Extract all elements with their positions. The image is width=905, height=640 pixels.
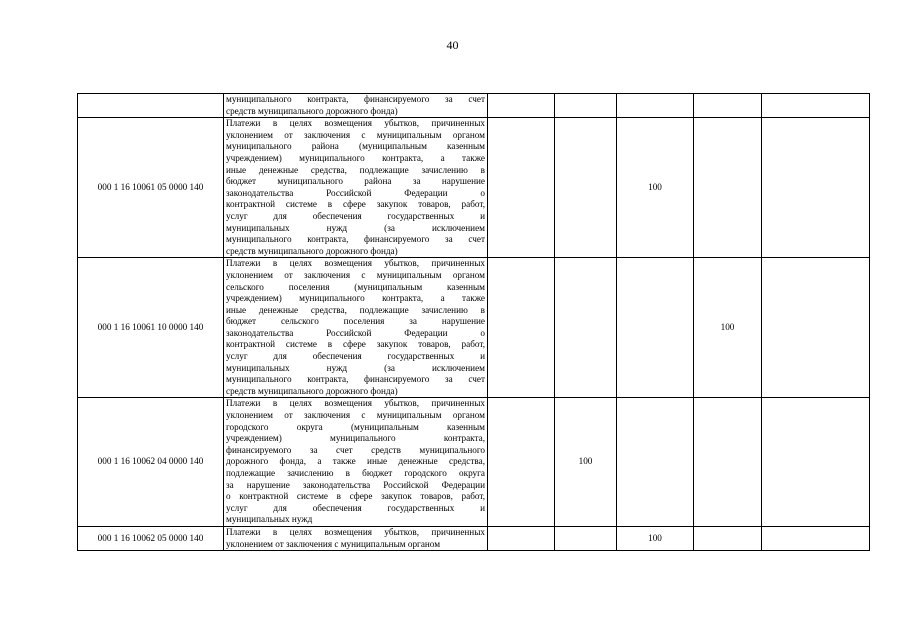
distribution-value-cell: [488, 118, 555, 258]
distribution-value-cell: [555, 526, 617, 550]
revenue-name-line: муниципального района (муниципальным казенным: [226, 141, 485, 152]
budget-code-cell: [78, 94, 224, 118]
budget-code-cell: 000 1 16 10062 05 0000 140: [78, 526, 224, 550]
revenue-name-line: контрактной системе в сфере закупок товаров, работ,: [226, 339, 485, 350]
revenue-name-line: услуг для обеспечения государственных и: [226, 502, 485, 513]
revenue-name-line: законодательства Российской Федерации о: [226, 327, 485, 338]
revenue-name-line: Платежи в целях возмещения убытков, причиненных: [226, 118, 485, 129]
revenue-name-cell: [224, 258, 488, 398]
distribution-value-cell: [488, 398, 555, 527]
revenue-name-line: муниципальных нужд (за исключением: [226, 222, 485, 233]
revenue-name-line: муниципальных нужд (за исключением: [226, 362, 485, 373]
revenue-name-line: за нарушение законодательства Российской Федерации: [226, 479, 485, 490]
page-number: 40: [446, 38, 459, 52]
revenue-name-line: сельского поселения (муниципальным казенным: [226, 281, 485, 292]
distribution-value-cell: [617, 258, 694, 398]
distribution-value-cell: [694, 94, 762, 118]
revenue-name-line: городского округа (муниципальным казенным: [226, 421, 485, 432]
revenue-name-line: средств муниципального дорожного фонда): [226, 385, 398, 396]
revenue-name-line: муниципального контракта, финансируемого за счет: [226, 234, 485, 245]
revenue-name-line: услуг для обеспечения государственных и: [226, 351, 485, 362]
distribution-value-cell: [555, 94, 617, 118]
revenue-name-line: подлежащие зачислению в бюджет городского округа: [226, 468, 485, 478]
distribution-value-cell: 100: [617, 526, 694, 550]
table-row: [78, 258, 870, 398]
distribution-value-cell: [762, 94, 870, 118]
revenue-name-line: финансируемого за счет средств муниципального: [226, 444, 485, 455]
revenue-name-line: средств муниципального дорожного фонда): [226, 245, 398, 256]
revenue-name-line: бюджет сельского поселения за нарушение: [226, 316, 485, 327]
revenue-name-line: муниципального контракта, финансируемого за счет: [226, 94, 485, 104]
revenue-name-line: дорожного фонда, а также иные денежные средства,: [226, 456, 485, 467]
distribution-value-cell: 100: [555, 398, 617, 527]
distribution-value-cell: 100: [694, 258, 762, 398]
revenue-name-line: учреждением) муниципального контракта, а также: [226, 152, 485, 163]
revenue-name-line: законодательства Российской Федерации о: [226, 187, 485, 198]
distribution-value-cell: [488, 94, 555, 118]
revenue-name-line: уклонением от заключения с муниципальным органом: [226, 269, 485, 280]
table-row: [78, 398, 870, 527]
distribution-value-cell: [555, 118, 617, 258]
distribution-value-cell: [555, 258, 617, 398]
revenue-name-cell: [224, 398, 488, 527]
revenue-name-line: учреждением) муниципального контракта,: [226, 433, 485, 444]
distribution-value-cell: [488, 526, 555, 550]
revenue-name-line: муниципальных нужд: [226, 514, 313, 525]
revenue-name-line: уклонением от заключения с муниципальным органом: [226, 538, 441, 549]
distribution-value-cell: [762, 526, 870, 550]
distribution-value-cell: [694, 398, 762, 527]
budget-code-cell: 000 1 16 10061 05 0000 140: [78, 118, 224, 258]
distribution-value-cell: [617, 398, 694, 527]
distribution-value-cell: [762, 258, 870, 398]
revenue-name-line: Платежи в целях возмещения убытков, причиненных: [226, 258, 485, 269]
revenue-name-line: уклонением от заключения с муниципальным органом: [226, 410, 485, 421]
distribution-value-cell: [694, 118, 762, 258]
revenue-name-line: Платежи в целях возмещения убытков, причиненных: [226, 398, 485, 409]
distribution-value-cell: 100: [617, 118, 694, 258]
revenue-name-line: средств муниципального дорожного фонда): [226, 105, 398, 116]
table-row: [78, 94, 870, 118]
revenue-name-line: иные денежные средства, подлежащие зачислению в: [226, 164, 485, 175]
distribution-value-cell: [617, 94, 694, 118]
revenue-name-line: Платежи в целях возмещения убытков, причиненных: [226, 526, 485, 537]
revenue-name-line: учреждением) муниципального контракта, а также: [226, 293, 485, 304]
budget-code-cell: 000 1 16 10062 04 0000 140: [78, 398, 224, 527]
revenue-name-line: муниципального контракта, финансируемого за счет: [226, 374, 485, 385]
table-row: [78, 526, 870, 550]
revenue-name-cell: [224, 118, 488, 258]
distribution-value-cell: [762, 118, 870, 258]
revenue-name-cell: [224, 94, 488, 118]
revenue-name-line: уклонением от заключения с муниципальным органом: [226, 129, 485, 140]
revenue-table: [77, 93, 870, 551]
table-row: [78, 118, 870, 258]
revenue-name-line: контрактной системе в сфере закупок товаров, работ,: [226, 199, 485, 210]
distribution-value-cell: [694, 526, 762, 550]
revenue-name-line: о контрактной системе в сфере закупок товаров, работ,: [226, 491, 485, 502]
revenue-name-line: бюджет муниципального района за нарушение: [226, 176, 485, 187]
distribution-value-cell: [762, 398, 870, 527]
revenue-name-line: иные денежные средства, подлежащие зачислению в: [226, 304, 485, 315]
distribution-value-cell: [488, 258, 555, 398]
revenue-name-cell: [224, 526, 488, 550]
revenue-name-line: услуг для обеспечения государственных и: [226, 210, 485, 221]
budget-code-cell: 000 1 16 10061 10 0000 140: [78, 258, 224, 398]
